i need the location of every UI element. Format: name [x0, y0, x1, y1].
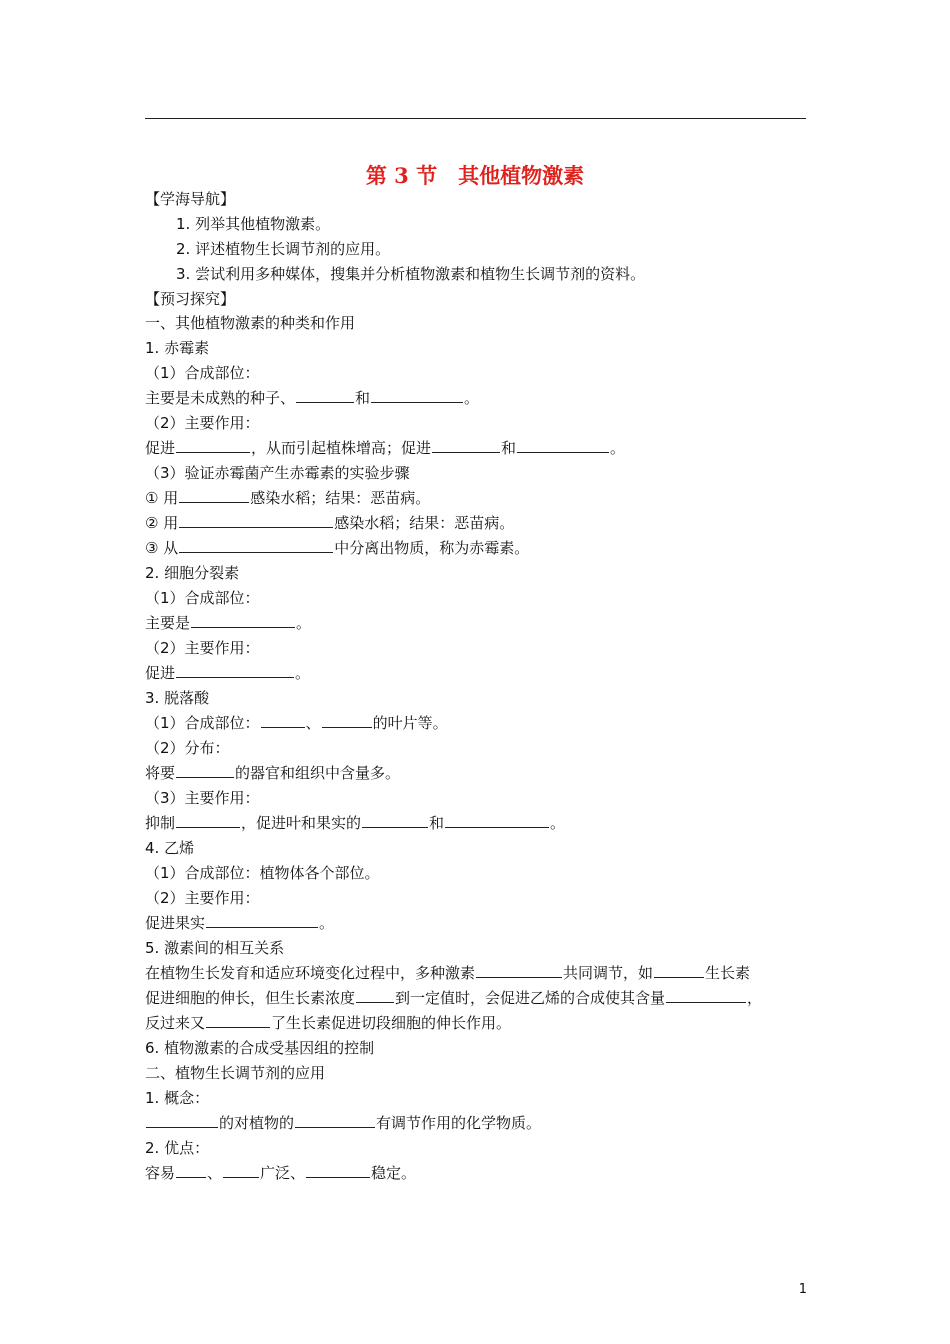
blank-field[interactable]	[356, 986, 394, 1003]
blank-field[interactable]	[176, 661, 294, 678]
relations-line-2: 促进细胞的伸长，但生长素浓度 到一定值时，会促进乙烯的合成使其含量 ，	[145, 986, 762, 1010]
gib-synthesis-fill: 主要是未成熟的种子、 和 。	[145, 386, 479, 410]
gib-step-1: ① 用 感染水稻；结果：恶苗病。	[145, 486, 430, 510]
subheading-abscisic-acid: 3. 脱落酸	[145, 689, 210, 707]
blank-field[interactable]	[296, 386, 354, 403]
guide-item-3: 3. 尝试利用多种媒体，搜集并分析植物激素和植物生长调节剂的资料。	[176, 265, 646, 283]
blank-field[interactable]	[223, 1161, 259, 1178]
cyt-synthesis: （1）合成部位：	[145, 589, 260, 607]
subheading-hormone-relations: 5. 激素间的相互关系	[145, 939, 285, 957]
relations-line-3: 反过来又 了生长素促进切段细胞的伸长作用。	[145, 1011, 511, 1035]
subheading-genome-control: 6. 植物激素的合成受基因组的控制	[145, 1039, 375, 1057]
blank-field[interactable]	[179, 511, 333, 528]
subheading-gibberellin: 1. 赤霉素	[145, 339, 210, 357]
cyt-function-fill: 促进 。	[145, 661, 310, 685]
gib-step-2: ② 用 感染水稻；结果：恶苗病。	[145, 511, 514, 535]
eth-synthesis: （1）合成部位：植物体各个部位。	[145, 864, 380, 882]
gib-synthesis: （1）合成部位：	[145, 364, 260, 382]
section-guide: 【学海导航】	[145, 190, 236, 208]
heading-1: 一、其他植物激素的种类和作用	[145, 314, 356, 332]
heading-2: 二、植物生长调节剂的应用	[145, 1064, 326, 1082]
blank-field[interactable]	[146, 1111, 218, 1128]
blank-field[interactable]	[445, 811, 549, 828]
gib-step-3: ③ 从 中分离出物质，称为赤霉素。	[145, 536, 529, 560]
blank-field[interactable]	[179, 536, 333, 553]
subheading-ethylene: 4. 乙烯	[145, 839, 195, 857]
blank-field[interactable]	[371, 386, 463, 403]
blank-field[interactable]	[176, 1161, 206, 1178]
eth-function: （2）主要作用：	[145, 889, 260, 907]
blank-field[interactable]	[654, 961, 704, 978]
blank-field[interactable]	[295, 1111, 375, 1128]
blank-field[interactable]	[179, 486, 249, 503]
page-title: 第 3 节 其他植物激素	[365, 163, 585, 188]
blank-field[interactable]	[322, 711, 372, 728]
blank-field[interactable]	[176, 436, 250, 453]
gib-function: （2）主要作用：	[145, 414, 260, 432]
guide-item-1: 1. 列举其他植物激素。	[176, 215, 331, 233]
subheading-advantages: 2. 优点：	[145, 1139, 210, 1157]
aba-function: （3）主要作用：	[145, 789, 260, 807]
blank-field[interactable]	[306, 1161, 370, 1178]
cyt-synthesis-fill: 主要是 。	[145, 611, 311, 635]
gib-experiment: （3）验证赤霉菌产生赤霉素的实验步骤	[145, 464, 410, 482]
concept-fill: 的对植物的 有调节作用的化学物质。	[145, 1111, 541, 1135]
blank-field[interactable]	[476, 961, 562, 978]
blank-field[interactable]	[517, 436, 609, 453]
advantages-fill: 容易 、 广泛、 稳定。	[145, 1161, 416, 1185]
aba-distribution: （2）分布：	[145, 739, 230, 757]
blank-field[interactable]	[191, 611, 295, 628]
blank-field[interactable]	[176, 761, 234, 778]
subheading-cytokinin: 2. 细胞分裂素	[145, 564, 240, 582]
blank-field[interactable]	[176, 811, 240, 828]
subheading-concept: 1. 概念：	[145, 1089, 210, 1107]
blank-field[interactable]	[206, 911, 318, 928]
aba-function-fill: 抑制 ，促进叶和果实的 和 。	[145, 811, 565, 835]
blank-field[interactable]	[362, 811, 428, 828]
relations-line-1: 在植物生长发育和适应环境变化过程中，多种激素 共同调节，如 生长素	[145, 961, 750, 985]
eth-function-fill: 促进果实 。	[145, 911, 334, 935]
blank-field[interactable]	[432, 436, 500, 453]
blank-field[interactable]	[261, 711, 305, 728]
aba-distribution-fill: 将要 的器官和组织中含量多。	[145, 761, 400, 785]
page-number: 1	[798, 1282, 807, 1297]
header-rule	[145, 118, 806, 119]
cyt-function: （2）主要作用：	[145, 639, 260, 657]
guide-item-2: 2. 评述植物生长调节剂的应用。	[176, 240, 391, 258]
aba-synthesis: （1）合成部位： 、 的叶片等。	[145, 711, 448, 735]
blank-field[interactable]	[666, 986, 746, 1003]
gib-function-fill: 促进 ，从而引起植株增高；促进 和 。	[145, 436, 625, 460]
blank-field[interactable]	[206, 1011, 270, 1028]
section-preview: 【预习探究】	[145, 290, 236, 308]
